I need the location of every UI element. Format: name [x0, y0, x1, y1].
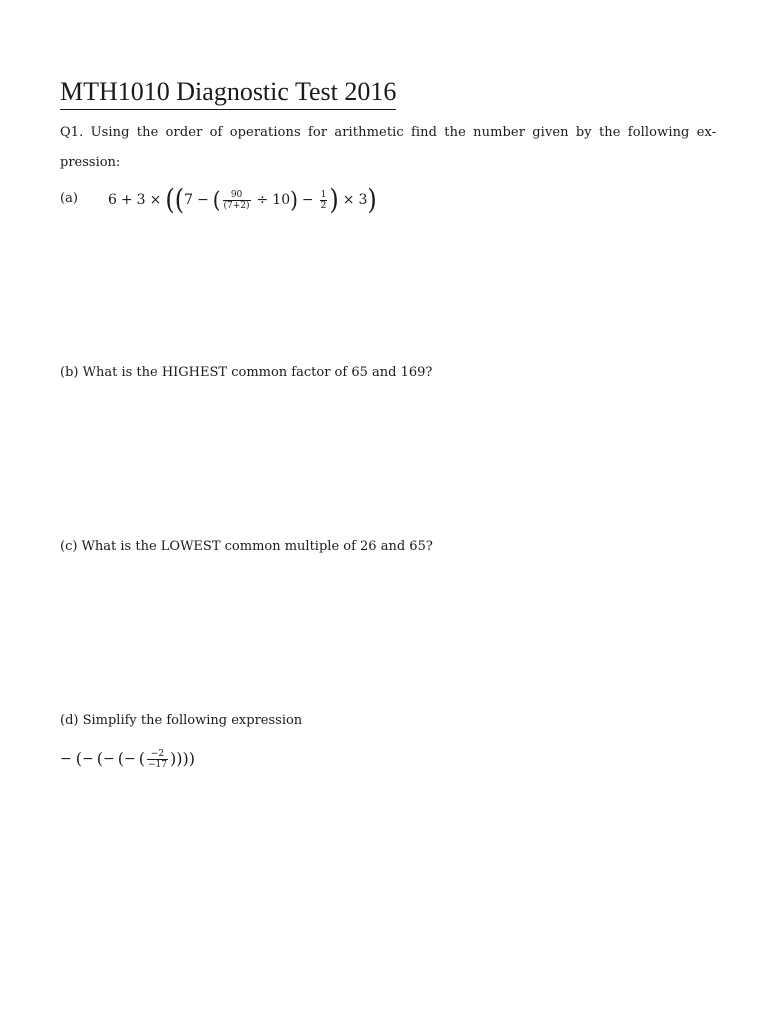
q1a-minus-2: −	[301, 192, 314, 208]
q1c-question: (c) What is the LOWEST common multiple of 26 and 65?	[60, 539, 433, 554]
q1a-paren-open-3: (	[212, 186, 221, 214]
q1d-paren-close-2: )	[182, 749, 189, 768]
q1d-paren-open-2: (	[96, 749, 103, 768]
page-title: MTH1010 Diagnostic Test 2016	[60, 76, 396, 110]
q1d-fraction-denominator: −17	[147, 759, 167, 770]
q1a-paren-close-outer: )	[367, 183, 377, 217]
q1a-half-numerator: 1	[320, 189, 327, 200]
q1a-term-6: 6	[108, 192, 117, 208]
q1d-question: (d) Simplify the following expression	[60, 713, 303, 728]
q1d-paren-close-4: )	[169, 749, 177, 768]
q1b-question: (b) What is the HIGHEST common factor of 65 and 169?	[60, 365, 433, 380]
q1a-fraction-denominator: (7+2)	[223, 200, 250, 211]
q1a-expression	[108, 184, 377, 216]
q1a-times-2: ×	[342, 192, 355, 208]
q1a-half-denominator: 2	[320, 200, 327, 211]
q1d-minus-3: −	[102, 751, 115, 767]
q1a-term-7: 7	[184, 192, 193, 208]
q1d-paren-open-4: (	[138, 749, 145, 768]
q1a-paren-open-outer: (	[165, 183, 175, 217]
q1d-minus-4: −	[123, 751, 136, 767]
q1a-divide: ÷	[256, 192, 269, 208]
q1a-paren-open-2: (	[174, 183, 185, 217]
q1a-plus: +	[120, 192, 133, 208]
q1a-term-10: 10	[272, 192, 291, 208]
q1d-expression	[60, 745, 195, 773]
q1d-minus-2: −	[81, 751, 94, 767]
q1a-paren-close-2: )	[329, 183, 339, 217]
q1d-paren-open-3: (	[117, 749, 124, 768]
q1a-minus: −	[196, 192, 209, 208]
q1a-fraction-numerator: 90	[230, 189, 243, 200]
q1d-fraction-numerator: −2	[150, 748, 165, 759]
q1d-paren-close-3: )	[176, 749, 183, 768]
q1d-paren-open-1: (	[75, 749, 82, 768]
q1d-minus-1: −	[60, 751, 72, 767]
q1a-paren-close-3: )	[290, 186, 298, 214]
q1a-term-3b: 3	[358, 192, 368, 208]
q1a-times: ×	[149, 192, 162, 208]
q1d-fraction	[147, 749, 168, 770]
q1a-label: (a)	[60, 191, 78, 206]
q1d-paren-close-1: )	[188, 749, 195, 768]
q1-intro-line-1: Q1. Using the order of operations for arithmetic find the number given by the following ex-	[60, 125, 717, 140]
q1-intro-line-2: pression:	[60, 155, 121, 170]
q1a-term-3: 3	[136, 192, 146, 208]
q1a-half-fraction	[320, 190, 328, 211]
q1a-fraction	[223, 190, 251, 211]
